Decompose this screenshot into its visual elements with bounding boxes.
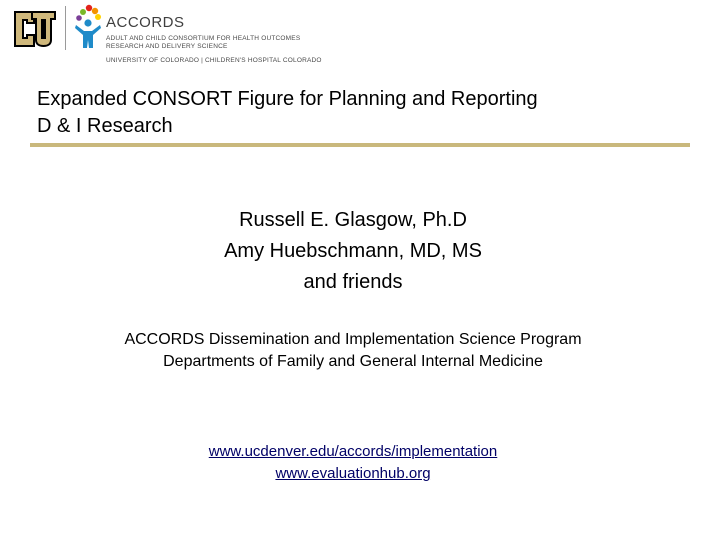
links-block	[0, 441, 706, 485]
link-evaluationhub[interactable]: www.evaluationhub.org	[275, 465, 431, 482]
accords-figure-icon	[72, 4, 102, 50]
authors-block	[0, 205, 706, 298]
link-ucdenver-accords[interactable]: www.ucdenver.edu/accords/implementation	[208, 443, 498, 460]
accords-tagline-line1: ADULT AND CHILD CONSORTIUM FOR HEALTH OUTCOMES	[106, 35, 301, 42]
title-divider	[30, 143, 690, 147]
accords-tagline	[106, 35, 300, 51]
author-glasgow: Russell E. Glasgow, Ph.D	[239, 209, 467, 231]
program-block	[0, 329, 706, 373]
author-friends: and friends	[303, 271, 403, 293]
slide-title-line1: Expanded CONSORT Figure for Planning and Reporting	[37, 88, 538, 110]
accords-tagline-line2: RESEARCH AND DELIVERY SCIENCE	[106, 43, 228, 50]
departments: Departments of Family and General Internal Medicine	[163, 353, 543, 370]
cu-logo-icon	[12, 9, 58, 49]
header-logos	[8, 2, 348, 66]
slide-title-line2: D & I Research	[37, 115, 173, 137]
accords-affiliation: UNIVERSITY OF COLORADO | CHILDREN'S HOSPITAL COLORADO	[106, 57, 322, 64]
program-name: ACCORDS Dissemination and Implementation Science Program	[124, 331, 582, 348]
accords-name: ACCORDS	[106, 14, 185, 31]
author-huebschmann: Amy Huebschmann, MD, MS	[224, 240, 482, 262]
slide-title	[37, 86, 677, 140]
logo-divider	[65, 6, 66, 50]
